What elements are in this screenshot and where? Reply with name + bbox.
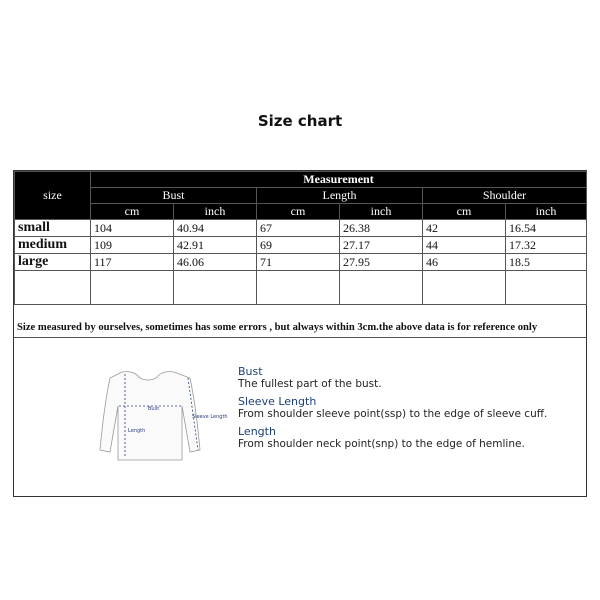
definition-text: From shoulder neck point(snp) to the edge of hemline. <box>238 438 525 450</box>
definition-term: Sleeve Length <box>238 395 317 408</box>
size-header: size <box>15 172 91 220</box>
table-cell: 44 <box>423 237 506 254</box>
group-header-shoulder: Shoulder <box>423 188 587 204</box>
group-header-bust: Bust <box>91 188 257 204</box>
unit-header: inch <box>506 204 587 220</box>
shirt-outline <box>100 372 200 460</box>
disclaimer-note: Size measured by ourselves, sometimes has some errors , but always within 3cm.the above data is for reference only <box>14 318 586 338</box>
definition-term: Length <box>238 425 276 438</box>
table-cell: 69 <box>257 237 340 254</box>
row-label: large <box>15 254 91 271</box>
table-cell: 42 <box>423 220 506 237</box>
table-cell: 117 <box>91 254 174 271</box>
diagram-sleeve-label: Sleeve Length <box>192 414 228 420</box>
size-table <box>14 171 587 305</box>
table-row <box>15 220 587 237</box>
row-label: small <box>15 220 91 237</box>
table-cell: 67 <box>257 220 340 237</box>
unit-header: inch <box>174 204 257 220</box>
table-row <box>15 254 587 271</box>
table-cell: 71 <box>257 254 340 271</box>
unit-header: cm <box>91 204 174 220</box>
definition-text: From shoulder sleeve point(ssp) to the edge of sleeve cuff. <box>238 408 548 420</box>
size-chart <box>13 170 587 497</box>
definition-term: Bust <box>238 365 263 378</box>
table-cell: 42.91 <box>174 237 257 254</box>
table-cell: 18.5 <box>506 254 587 271</box>
empty-row <box>15 271 587 305</box>
unit-header: cm <box>423 204 506 220</box>
table-row <box>15 237 587 254</box>
table-cell: 104 <box>91 220 174 237</box>
unit-header: cm <box>257 204 340 220</box>
table-cell: 40.94 <box>174 220 257 237</box>
table-cell: 16.54 <box>506 220 587 237</box>
table-cell: 17.32 <box>506 237 587 254</box>
group-header-length: Length <box>257 188 423 204</box>
diagram-bust-label: Bust <box>148 406 160 412</box>
shirt-measurement-diagram <box>78 366 238 466</box>
row-label: medium <box>15 237 91 254</box>
table-cell: 46 <box>423 254 506 271</box>
table-cell: 26.38 <box>340 220 423 237</box>
table-cell: 27.17 <box>340 237 423 254</box>
diagram-length-label: Length <box>128 428 146 434</box>
measurement-definitions <box>238 365 583 455</box>
unit-header: inch <box>340 204 423 220</box>
table-cell: 46.06 <box>174 254 257 271</box>
page-title: Size chart <box>257 112 343 130</box>
table-cell: 109 <box>91 237 174 254</box>
measurement-header: Measurement <box>91 172 587 188</box>
definition-text: The fullest part of the bust. <box>238 378 382 390</box>
table-cell: 27.95 <box>340 254 423 271</box>
